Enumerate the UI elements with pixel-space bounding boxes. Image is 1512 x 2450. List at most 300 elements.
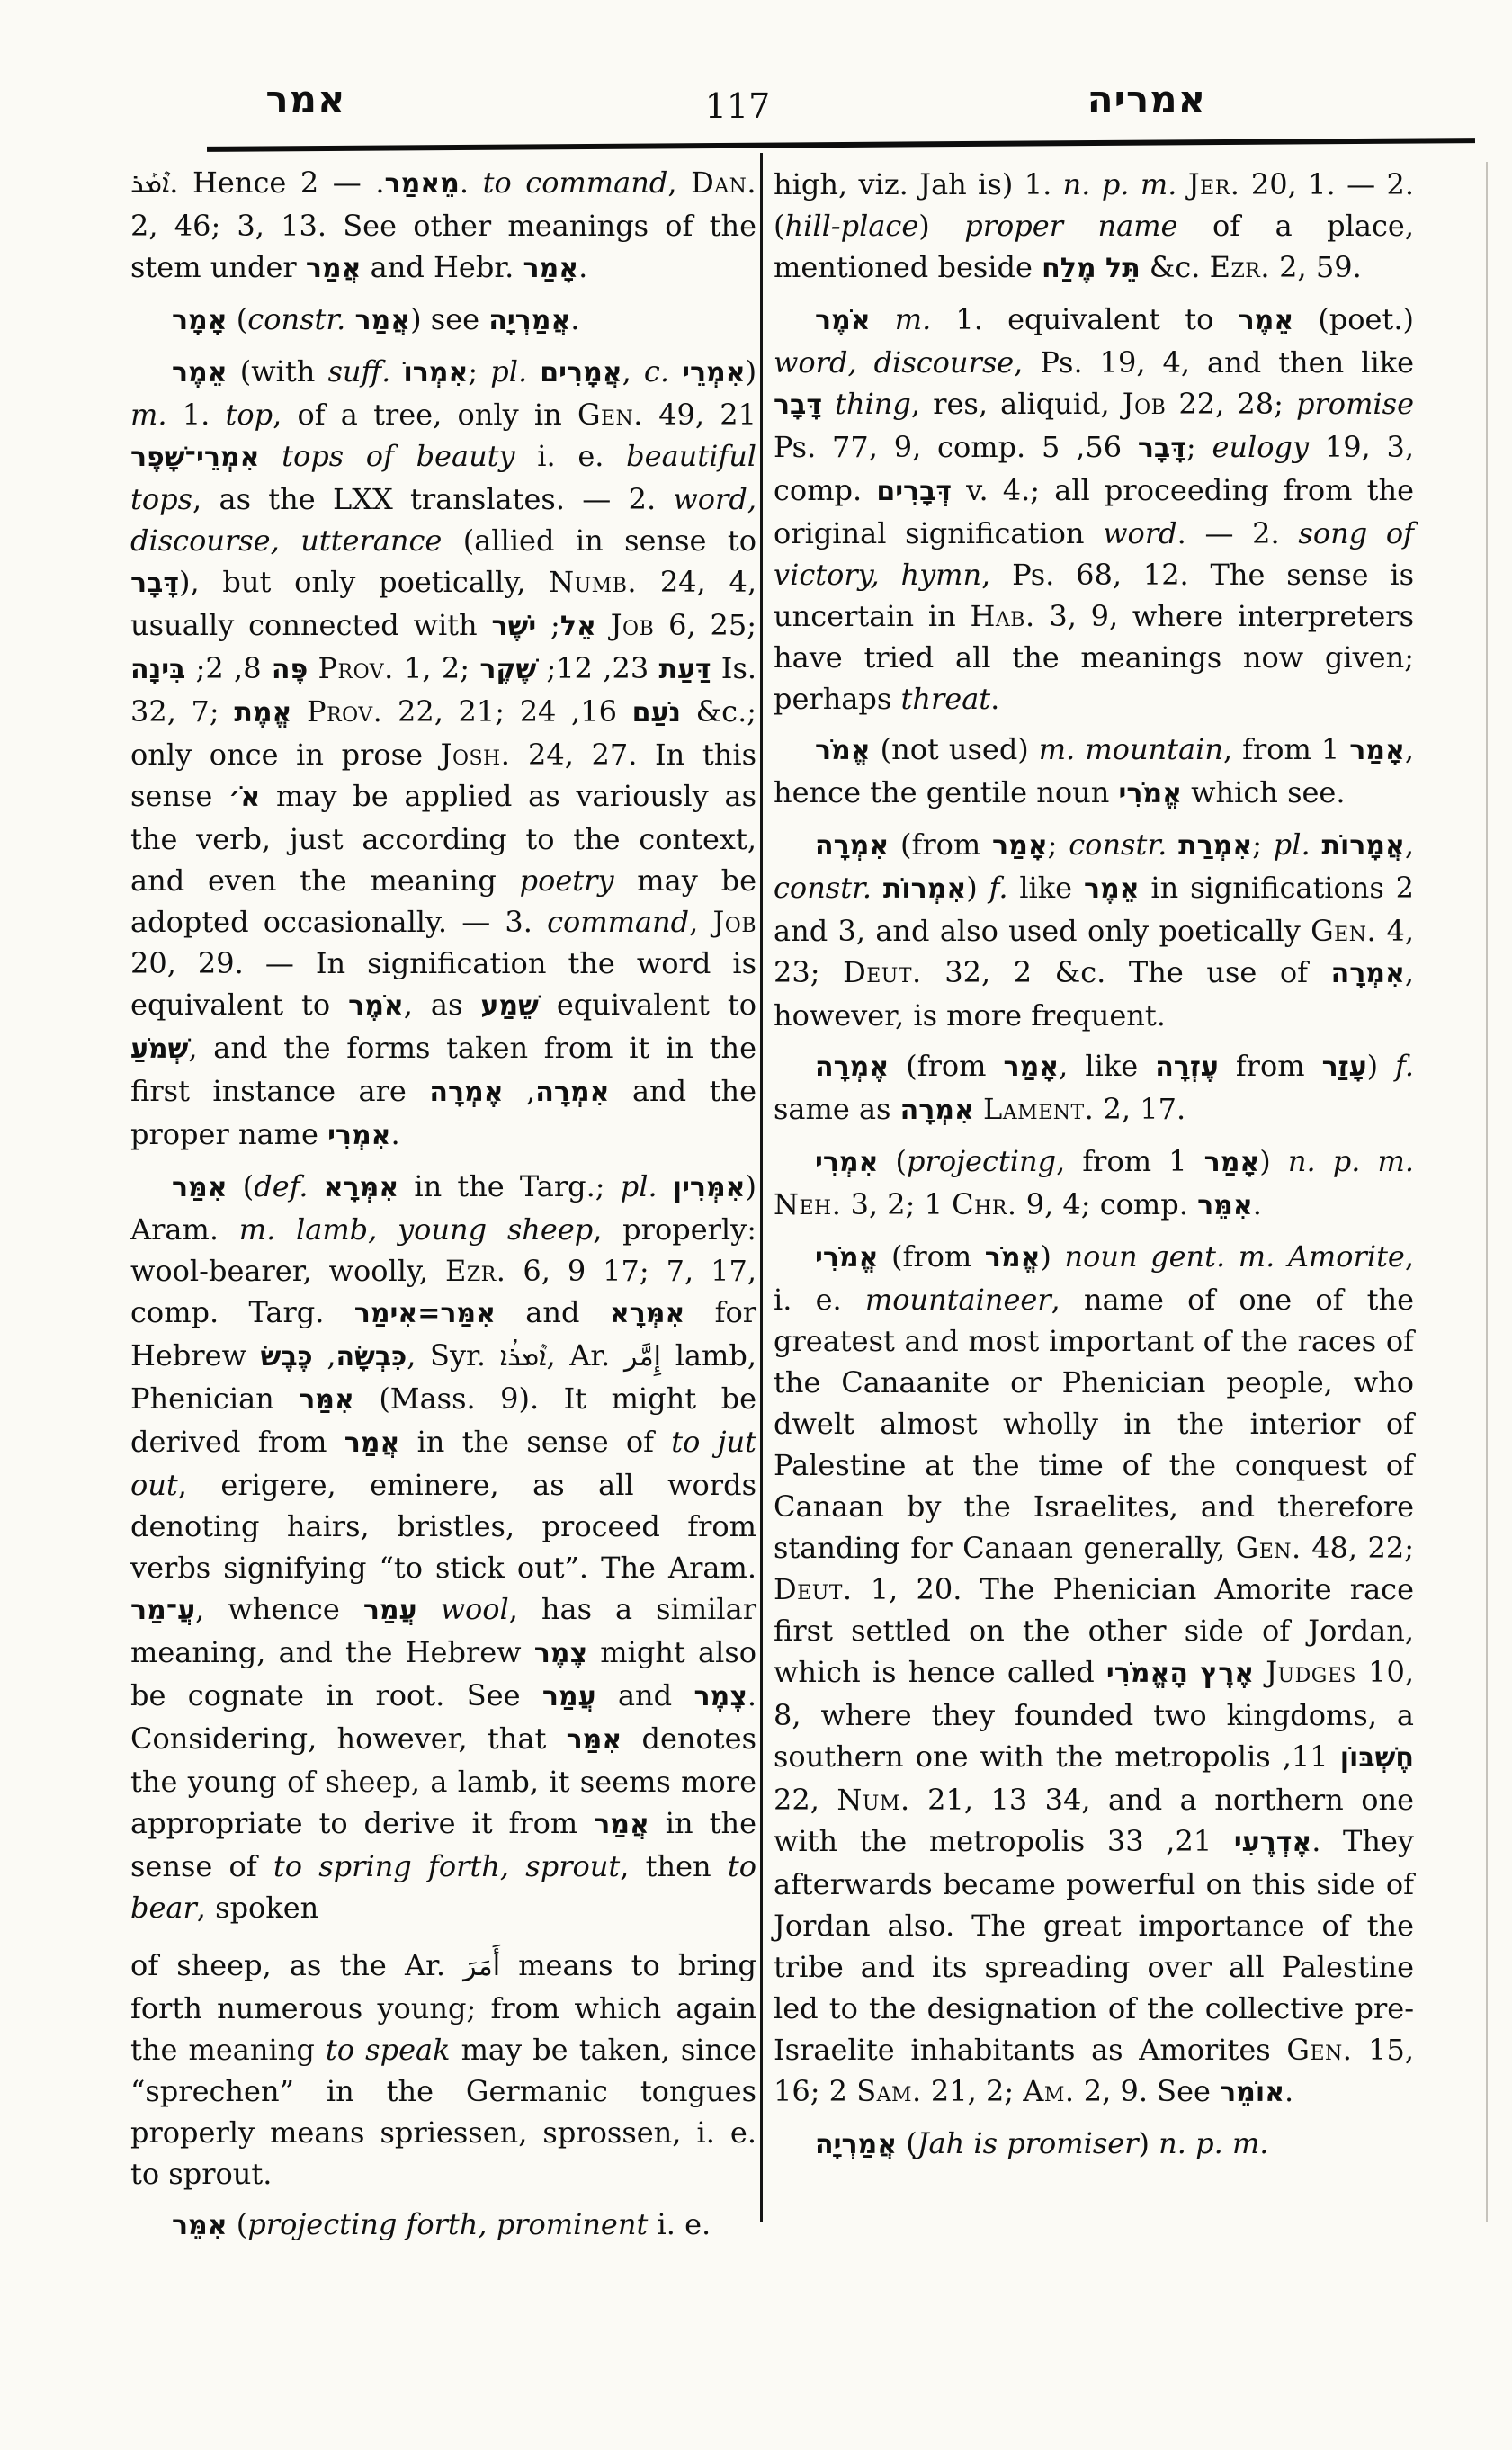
- body-text: i. e.: [648, 2207, 711, 2241]
- book-reference: Josh.: [440, 738, 511, 772]
- entry-paragraph: [130, 2204, 756, 2247]
- hebrew-word: אָמַר: [992, 830, 1048, 862]
- entry-paragraph: [130, 1166, 756, 1928]
- italic-term: c.: [643, 354, 670, 389]
- hebrew-word: דָּבָר: [130, 568, 179, 599]
- body-text: 2, 9. See: [1074, 2074, 1221, 2108]
- hebrew-word: תֵּל מֶלַח: [1042, 253, 1141, 284]
- body-text: 1, 20. The Phenician Amorite race first settled on the other side of Jordan, which is hence called: [774, 1572, 1414, 1689]
- body-text: .: [570, 302, 580, 336]
- entry-paragraph: [774, 824, 1414, 1036]
- body-text: , Ps. 68, 12. The sense is uncertain in: [774, 558, 1415, 633]
- body-text: 1. equivalent to: [931, 302, 1239, 336]
- hebrew-word: חֶשְׁבּוֹן: [1339, 1742, 1415, 1774]
- book-reference: Job: [1122, 387, 1167, 421]
- hebrew-word: אֶדְרֶעִי: [1233, 1827, 1312, 1858]
- hebrew-word: אִמְרֵי: [682, 357, 746, 389]
- body-text: ): [918, 209, 965, 243]
- hebrew-word: אֱמֹר: [815, 735, 871, 766]
- body-text: , properly: wool-bearer, woolly,: [130, 1212, 757, 1288]
- body-text: [669, 354, 682, 389]
- body-text: 16, 24 &c.; only once in prose: [130, 694, 757, 772]
- body-text: (allied in sense to: [442, 523, 757, 558]
- book-reference: Sam.: [856, 2074, 922, 2108]
- entry-paragraph: [774, 1045, 1414, 1131]
- italic-term: word: [1103, 516, 1177, 550]
- hebrew-word: אִמְרָה: [899, 1095, 974, 1126]
- body-text: lamb, Phenician: [130, 1338, 757, 1416]
- hebrew-word: אֲמָרוֹת: [1321, 830, 1405, 862]
- body-text: ,: [312, 1338, 336, 1373]
- hebrew-word: אָמַר: [523, 253, 579, 284]
- hebrew-word: אִמֵּר: [172, 2210, 228, 2241]
- italic-term: to jut out: [130, 1425, 757, 1502]
- book-reference: Judges: [1266, 1655, 1356, 1689]
- body-text: 6, 9 17; 7, 17, comp. Targ.: [130, 1254, 757, 1329]
- body-text: equivalent to: [538, 988, 757, 1022]
- hebrew-word: אֹמֶר: [348, 990, 404, 1022]
- body-text: high, viz. Jah is) 1.: [774, 167, 1063, 201]
- body-text: 24, 4, usually connected with: [130, 565, 757, 642]
- body-text: , from: [1222, 732, 1321, 766]
- italic-term: f.: [1395, 1049, 1415, 1083]
- hebrew-word: אָמַר: [1203, 1147, 1260, 1178]
- hebrew-word: אֹמֶר: [815, 305, 871, 336]
- body-text: ): [1138, 2126, 1159, 2160]
- body-text: , has a similar meaning, and the Hebrew: [130, 1592, 757, 1669]
- body-text: [1176, 167, 1187, 201]
- hebrew-word: אִמְּרִין: [672, 1172, 746, 1203]
- entry-paragraph: [130, 162, 756, 290]
- italic-term: to spring forth, sprout: [273, 1849, 621, 1883]
- entry-paragraph: [774, 1236, 1414, 2114]
- italic-term: tops of beauty: [282, 439, 515, 473]
- body-text: 10, 8, where they founded two kingdoms, a southern one with the metropolis: [774, 1655, 1414, 1774]
- body-text: ) Aram.: [130, 1169, 756, 1247]
- body-text: [1311, 827, 1322, 862]
- hebrew-word: צֶמֶר: [533, 1638, 588, 1669]
- body-text: 3, 2; 1: [841, 1187, 953, 1221]
- body-text: [291, 694, 307, 729]
- book-reference: Deut.: [774, 1572, 853, 1606]
- italic-term: mountaineer: [864, 1283, 1051, 1317]
- body-text: 11, 22,: [774, 1739, 1340, 1817]
- hebrew-word: אֲמַר: [354, 305, 411, 336]
- italic-term: m.: [238, 1212, 276, 1247]
- body-text: [345, 302, 354, 336]
- running-head-right: אמריה: [1087, 77, 1207, 121]
- italic-term: lamb, young sheep: [296, 1212, 594, 1247]
- hebrew-word: אֲמָרִים: [540, 357, 622, 389]
- body-text: [309, 1169, 324, 1203]
- body-text: [1254, 1655, 1266, 1689]
- body-text: ;: [536, 608, 560, 642]
- italic-term: to bear: [130, 1849, 757, 1925]
- body-text: , spoken: [196, 1891, 319, 1925]
- body-text: 1, hence the gentile noun: [774, 732, 1415, 809]
- entry-paragraph: [774, 164, 1414, 290]
- body-text: ): [1040, 1239, 1065, 1274]
- body-text: , of a tree, only in: [273, 398, 577, 432]
- body-text: [872, 871, 883, 905]
- body-text: [390, 354, 403, 389]
- column-divider: [760, 153, 763, 2222]
- hebrew-word: אֶרֶץ הָאֱמֹרִי: [1105, 1658, 1255, 1689]
- body-text: Is. 32, 7;: [130, 651, 757, 729]
- hebrew-word: אִמְּרָא: [609, 1298, 685, 1329]
- hebrew-word: אָמָר: [172, 305, 228, 336]
- body-text: denotes the young of sheep, a lamb, it seems more appropriate to derive it from: [130, 1721, 757, 1840]
- body-text: , Ar.: [546, 1338, 625, 1373]
- body-text: , like: [1059, 1049, 1156, 1083]
- book-reference: Numb.: [549, 565, 638, 599]
- body-text: &c.: [1140, 250, 1210, 284]
- italic-term: to command: [482, 165, 668, 200]
- body-text: Ps. 77, 9, comp.: [774, 430, 1042, 464]
- body-text: (from: [889, 1049, 1004, 1083]
- body-text: .: [1284, 2074, 1294, 2108]
- body-text: may be taken, since “sprechen” in the Germanic tongues properly means spriessen, sprossen, i. e. to sprout.: [130, 2033, 756, 2191]
- italic-term: n. p. m.: [1287, 1144, 1415, 1178]
- hebrew-word: אֶמְרָה: [429, 1077, 504, 1108]
- entry-paragraph: [774, 2123, 1414, 2166]
- body-text: may be adopted occasionally. — 3.: [130, 863, 757, 939]
- hebrew-word: עֲמַר: [362, 1595, 417, 1626]
- body-text: , from: [1056, 1144, 1169, 1178]
- book-reference: Dan.: [691, 165, 757, 200]
- book-reference: Gen.: [1235, 1531, 1302, 1565]
- hebrew-word: אָמַר: [1003, 1051, 1060, 1083]
- book-reference: Deut.: [843, 955, 922, 989]
- italic-term: word, discourse, utterance: [130, 482, 756, 558]
- entry-paragraph: [774, 729, 1414, 815]
- entry-paragraph: [774, 1140, 1414, 1227]
- body-text: might also be cognate in root. See: [130, 1635, 757, 1712]
- hebrew-word: אִמַּר: [172, 1172, 228, 1203]
- italic-term: projecting: [907, 1144, 1057, 1178]
- body-text: ,: [503, 1074, 536, 1108]
- body-text: 20, 29. — In signification the word is equivalent to: [130, 946, 756, 1022]
- italic-term: song of victory, hymn: [774, 516, 1415, 592]
- body-text: [417, 1592, 441, 1626]
- hebrew-word: דְּבָרִים: [876, 476, 953, 507]
- body-text: and: [595, 1678, 694, 1712]
- right-column: [774, 164, 1414, 2175]
- semitic-script-word: ܐܶܡܰܪ: [130, 168, 170, 200]
- hebrew-word: אֱמֹרִי: [1118, 778, 1182, 809]
- body-text: ) see: [410, 302, 489, 336]
- body-text: .: [578, 250, 588, 284]
- italic-term: m.: [894, 302, 932, 336]
- italic-term: wool: [440, 1592, 509, 1626]
- hebrew-word: אֲמַר: [594, 1809, 649, 1840]
- body-text: , name of one of the greatest and most important of the races of the Canaanite or Phenician people, who dwelt almost wholly in the interior of Palestine at the time of the conquest of Canaan by the Israelites, and therefore standing for Canaan generally,: [774, 1283, 1415, 1565]
- body-text: and Hebr.: [361, 250, 523, 284]
- body-text: ): [1366, 1049, 1396, 1083]
- body-text: and: [495, 1295, 610, 1329]
- body-text: and the proper name: [130, 1074, 757, 1151]
- italic-term: suff.: [327, 354, 391, 389]
- body-text: (: [227, 2207, 248, 2241]
- italic-term: to speak: [325, 2033, 451, 2067]
- body-text: . Considering, however, that: [130, 1678, 757, 1756]
- book-reference: Hab.: [970, 599, 1035, 633]
- body-text: , whence: [195, 1592, 363, 1626]
- body-text: . Hence: [169, 165, 300, 200]
- body-text: , however, is more frequent.: [774, 955, 1415, 1033]
- italic-term: constr.: [247, 302, 346, 336]
- body-text: [259, 439, 282, 473]
- italic-term: poetry: [519, 863, 614, 898]
- hebrew-word: אֵמֶר: [1083, 873, 1140, 905]
- italic-term: m.: [130, 398, 167, 432]
- book-reference: Ezr.: [444, 1254, 506, 1288]
- body-text: 21, 33. They afterwards became powerful on this side of Jordan also. The great importance of the tribe and its spreading over all Palestine led to the designation of the collective pre-Israelite inhabitants as Amorites: [774, 1824, 1415, 2067]
- semitic-script-word: إِمَّر: [624, 1341, 662, 1373]
- hebrew-word: אִמְרוֹ: [403, 357, 469, 389]
- body-text: [871, 302, 895, 336]
- entry-paragraph: [130, 1945, 756, 2195]
- book-reference: Gen.: [1286, 2033, 1353, 2067]
- italic-term: constr.: [1069, 827, 1168, 862]
- body-text: like: [1007, 871, 1084, 905]
- book-reference: Job: [712, 905, 756, 939]
- italic-term: noun gent. m.: [1064, 1239, 1275, 1274]
- italic-term: m.: [1038, 732, 1076, 766]
- book-reference: Chr.: [952, 1187, 1017, 1221]
- hebrew-word: אִמְרָה: [1330, 958, 1405, 989]
- body-text: .: [990, 682, 1000, 716]
- body-text: 21, 13 34, and a northern one with the metropolis: [774, 1783, 1415, 1858]
- body-text: 2, 59.: [1270, 250, 1362, 284]
- body-text: , as the LXX translates. — 2.: [192, 482, 674, 516]
- hebrew-word: אֵל: [559, 611, 596, 642]
- hebrew-word: עֲמַר: [541, 1681, 596, 1712]
- body-text: ,: [622, 354, 644, 389]
- body-text: for Hebrew: [130, 1295, 757, 1373]
- body-text: 1): [1168, 1144, 1288, 1178]
- hebrew-word: פֶּה: [271, 654, 309, 685]
- book-reference: Job: [610, 608, 655, 642]
- hebrew-word: אֵמֶר: [172, 357, 228, 389]
- italic-term: pl.: [620, 1169, 658, 1203]
- body-text: 32, 2 &c. The use of: [921, 955, 1331, 989]
- body-text: means to bring forth numerous young; from which again the meaning: [130, 1948, 757, 2067]
- body-text: 22, 28;: [1166, 387, 1297, 421]
- entry-paragraph: [774, 299, 1414, 720]
- book-reference: Gen.: [577, 398, 643, 432]
- italic-term: word, discourse: [774, 345, 1015, 380]
- hebrew-word: עֲ־מַר: [130, 1595, 196, 1626]
- body-text: [275, 1212, 296, 1247]
- hebrew-word: דָּבָר: [1137, 433, 1186, 464]
- hebrew-word: כִּבְשָׂה: [336, 1341, 407, 1373]
- italic-term: proper name: [964, 209, 1178, 243]
- book-reference: Ezr.: [1209, 250, 1270, 284]
- hebrew-word: אִמְרוֹת: [882, 873, 967, 905]
- body-text: (poet.): [1293, 302, 1415, 336]
- book-reference: Prov.: [318, 651, 394, 685]
- body-text: , and the forms taken from it in the first instance are: [130, 1031, 756, 1108]
- body-text: ,: [689, 905, 713, 939]
- body-text: . — 2.: [1176, 516, 1299, 550]
- body-text: . — 2.: [300, 165, 483, 200]
- body-text: [1275, 1239, 1288, 1274]
- body-text: 56, 5;: [1042, 430, 1212, 464]
- scan-edge-artifact: [1486, 162, 1488, 2222]
- book-reference: Lament.: [983, 1092, 1095, 1126]
- hebrew-word: אִמֵּר: [1197, 1190, 1253, 1221]
- hebrew-word: שֵׁמַע: [480, 990, 539, 1022]
- left-column: [130, 162, 756, 2256]
- hebrew-word: אִמְרַת: [1178, 830, 1253, 862]
- italic-term: f.: [989, 871, 1008, 905]
- body-text: 9, 4; comp.: [1016, 1187, 1198, 1221]
- body-text: 49, 21: [642, 398, 757, 432]
- body-text: 24, 27. In this sense: [130, 738, 756, 813]
- hebrew-word: אִמַּר: [299, 1384, 354, 1416]
- body-text: , as: [403, 988, 481, 1022]
- body-text: 4, 23;: [774, 914, 1415, 989]
- entry-paragraph: [130, 351, 756, 1157]
- book-reference: Neh.: [774, 1187, 842, 1221]
- italic-term: pl.: [490, 354, 528, 389]
- book-reference: Am.: [1023, 2074, 1075, 2108]
- body-text: ,: [667, 165, 692, 200]
- body-text: in the Targ.;: [398, 1169, 621, 1203]
- body-text: ,: [1404, 827, 1415, 862]
- body-text: 21, 2;: [921, 2074, 1024, 2108]
- hebrew-word: אֱמֶת: [234, 697, 292, 729]
- body-text: [1167, 827, 1178, 862]
- body-text: ), but only poetically,: [179, 565, 550, 599]
- hebrew-word: נֹעַם: [631, 697, 682, 729]
- italic-term: beautiful tops: [130, 439, 757, 516]
- italic-term: mountain: [1085, 732, 1223, 766]
- italic-term: n. p. m.: [1062, 167, 1177, 201]
- body-text: ;: [1047, 827, 1069, 862]
- body-text: , Syr.: [407, 1338, 500, 1373]
- body-text: ): [745, 354, 757, 389]
- body-text: 48, 22;: [1301, 1531, 1414, 1565]
- body-text: may be applied as variously as the verb, just according to the context, and even the meaning: [130, 779, 756, 898]
- body-text: ): [966, 871, 989, 905]
- hebrew-word: אֱמֹרִי: [815, 1242, 879, 1274]
- body-text: 3, 9, where interpreters have tried all the meanings now given; perhaps: [774, 599, 1414, 716]
- body-text: [974, 1092, 983, 1126]
- body-text: (: [878, 1144, 908, 1178]
- semitic-script-word: ܐܶܡܪܳܐ: [499, 1341, 547, 1373]
- body-text: (from: [889, 827, 993, 862]
- hebrew-word: אֲמַר: [344, 1427, 400, 1459]
- body-text: 6, 25;: [654, 608, 757, 642]
- body-text: (: [227, 302, 248, 336]
- hebrew-word: אֹ׳: [228, 782, 261, 813]
- hebrew-word: אֲמַרְיָה: [488, 305, 571, 336]
- body-text: , then: [620, 1849, 728, 1883]
- body-text: 8, 2;: [185, 651, 272, 685]
- body-text: [527, 354, 540, 389]
- hebrew-word: אֲמַרְיָה: [815, 2129, 898, 2160]
- body-text: 23, 12;: [536, 651, 659, 685]
- body-text: 2, 17.: [1094, 1092, 1186, 1126]
- body-text: ;: [468, 354, 491, 389]
- hebrew-word: עֶזְרָה: [1155, 1051, 1219, 1083]
- body-text: of a place, mentioned beside: [774, 209, 1414, 284]
- hebrew-word: כֶּבֶשׂ: [260, 1341, 313, 1373]
- body-text: v. 4.; all proceeding from the original signification: [774, 473, 1415, 550]
- body-text: .: [1252, 1187, 1262, 1221]
- body-text: 19, 3, comp.: [774, 430, 1415, 507]
- hebrew-word: אִמַּר=אִימַר: [353, 1298, 496, 1329]
- hebrew-word: אֶמְרָה: [815, 1051, 890, 1083]
- hebrew-word: דַּעַת: [658, 654, 711, 685]
- body-text: 20, 1. — 2. (: [774, 167, 1415, 243]
- hebrew-word: דָּבָר: [774, 389, 822, 421]
- body-text: in the sense of: [399, 1425, 672, 1459]
- body-text: in the sense of: [130, 1806, 757, 1883]
- italic-term: pl.: [1273, 827, 1311, 862]
- body-text: same as: [774, 1092, 900, 1126]
- body-text: i. e.: [514, 439, 627, 473]
- entry-paragraph: [130, 299, 756, 342]
- italic-term: Amorite: [1287, 1239, 1405, 1274]
- semitic-script-word: أَمَرَ: [463, 1951, 501, 1982]
- body-text: (from: [878, 1239, 985, 1274]
- hebrew-word: אוֹמֵר: [1220, 2077, 1285, 2108]
- body-text: .: [390, 1117, 400, 1151]
- hebrew-word: בִּינָה: [130, 654, 186, 685]
- hebrew-word: יֹשֶׁר: [491, 611, 537, 642]
- italic-term: hill-place: [784, 209, 919, 243]
- page-number: 117: [704, 86, 771, 126]
- body-text: [1075, 732, 1085, 766]
- body-text: 1.: [166, 398, 226, 432]
- body-text: [596, 608, 611, 642]
- body-text: [822, 387, 835, 421]
- italic-term: def.: [254, 1169, 309, 1203]
- header-rule: [207, 138, 1475, 152]
- body-text: (: [897, 2126, 917, 2160]
- hebrew-word: אִמְרִי: [327, 1120, 391, 1151]
- italic-term: thing: [835, 387, 911, 421]
- body-text: [308, 651, 318, 685]
- body-text: 15, 16; 2: [774, 2033, 1415, 2108]
- hebrew-word: צֶמֶר: [693, 1681, 747, 1712]
- italic-term: eulogy: [1212, 430, 1310, 464]
- italic-term: n. p. m.: [1159, 2126, 1269, 2160]
- body-text: (Mass. 9). It might be derived from: [130, 1381, 757, 1459]
- body-text: 2, 46; 3, 13. See other meanings of the stem under: [130, 209, 756, 284]
- hebrew-word: אֱמֹר: [984, 1242, 1041, 1274]
- body-text: (: [227, 1169, 255, 1203]
- italic-term: threat: [900, 682, 991, 716]
- italic-term: constr.: [774, 871, 872, 905]
- italic-term: command: [547, 905, 690, 939]
- running-head-left: אמר: [265, 77, 346, 121]
- body-text: , Ps. 19, 4, and then like: [1014, 345, 1415, 380]
- italic-term: projecting forth, prominent: [247, 2207, 649, 2241]
- hebrew-word: שֶׁקֶר: [479, 654, 537, 685]
- book-reference: Num.: [837, 1783, 910, 1817]
- book-reference: Prov.: [307, 694, 383, 729]
- book-reference: Gen.: [1311, 914, 1377, 948]
- body-text: 22, 21;: [382, 694, 520, 729]
- body-text: , i. e.: [774, 1239, 1415, 1317]
- hebrew-word: אִמְרָה: [535, 1077, 610, 1108]
- hebrew-word: אִמְּרָא: [323, 1172, 399, 1203]
- italic-term: Jah is promiser: [917, 2126, 1139, 2160]
